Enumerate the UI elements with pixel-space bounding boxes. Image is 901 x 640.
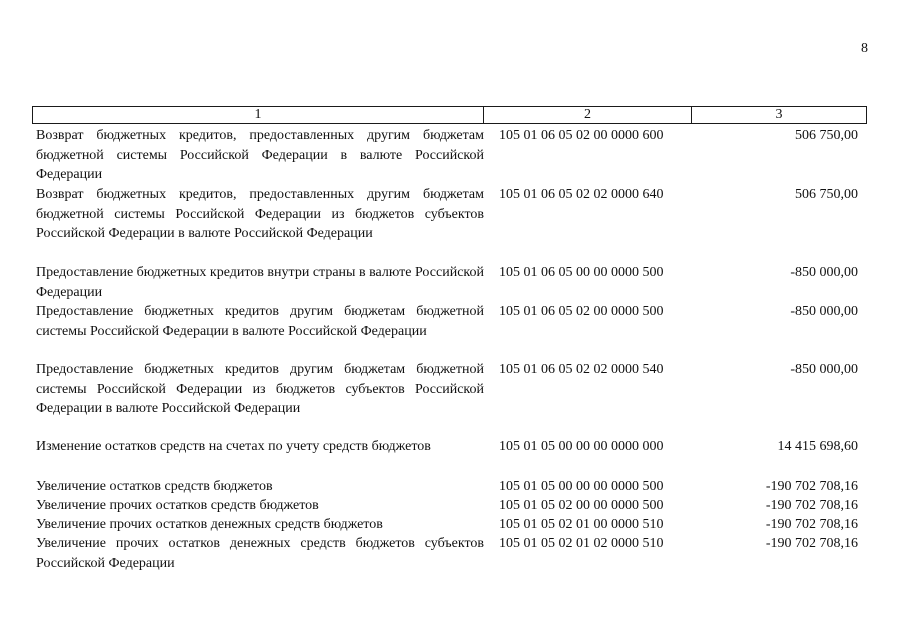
page-number: 8 <box>861 41 868 56</box>
row-amount: 14 415 698,60 <box>777 439 858 454</box>
row-name: Увеличение остатков средств бюджетов <box>36 479 273 494</box>
row-name: Изменение остатков средств на счетах по учету средств бюджетов <box>36 439 431 454</box>
row-name: Увеличение прочих остатков денежных средств бюджетов <box>36 517 383 532</box>
row-name: Возврат бюджетных кредитов, предоставленных другим бюджетам бюджетной системы Российской Федерации в валюте Российской Федерации <box>36 128 484 182</box>
row-name: Предоставление бюджетных кредитов другим бюджетам бюджетной системы Российской Федерации из бюджетов субъектов Российской Федерации в валюте Российской Федерации <box>36 362 484 416</box>
row-code: 105 01 06 05 00 00 0000 500 <box>499 265 664 280</box>
row-name: Увеличение прочих остатков денежных средств бюджетов субъектов Российской Федерации <box>36 536 484 571</box>
row-amount: 506 750,00 <box>795 128 858 143</box>
row-code: 105 01 05 02 00 00 0000 500 <box>499 498 664 513</box>
row-code: 105 01 06 05 02 00 0000 600 <box>499 128 664 143</box>
row-name: Возврат бюджетных кредитов, предоставленных другим бюджетам бюджетной системы Российской Федерации из бюджетов субъектов Российской Федерации в валюте Российской Федерации <box>36 187 484 241</box>
row-amount: -190 702 708,16 <box>765 479 858 494</box>
row-code: 105 01 05 00 00 00 0000 000 <box>499 439 664 454</box>
row-amount: -190 702 708,16 <box>765 536 858 551</box>
row-amount: -850 000,00 <box>790 362 858 377</box>
row-code: 105 01 05 02 01 02 0000 510 <box>499 536 664 551</box>
row-code: 105 01 05 02 01 00 0000 510 <box>499 517 664 532</box>
row-code: 105 01 06 05 02 00 0000 500 <box>499 304 664 319</box>
row-amount: 506 750,00 <box>795 187 858 202</box>
row-amount: -190 702 708,16 <box>765 498 858 513</box>
row-amount: -850 000,00 <box>790 304 858 319</box>
column-header-3: 3 <box>775 107 783 122</box>
row-amount: -190 702 708,16 <box>765 517 858 532</box>
row-code: 105 01 06 05 02 02 0000 540 <box>499 362 664 377</box>
row-name: Предоставление бюджетных кредитов внутри страны в валюте Российской Федерации <box>36 265 484 300</box>
row-name: Предоставление бюджетных кредитов другим бюджетам бюджетной системы Российской Федерации в валюте Российской Федерации <box>36 304 484 339</box>
column-header-1: 1 <box>33 107 484 123</box>
table-header <box>32 106 867 124</box>
row-amount: -850 000,00 <box>790 265 858 280</box>
column-header-2: 2 <box>484 107 692 123</box>
row-code: 105 01 05 00 00 00 0000 500 <box>499 479 664 494</box>
row-code: 105 01 06 05 02 02 0000 640 <box>499 187 664 202</box>
row-name: Увеличение прочих остатков средств бюджетов <box>36 498 319 513</box>
